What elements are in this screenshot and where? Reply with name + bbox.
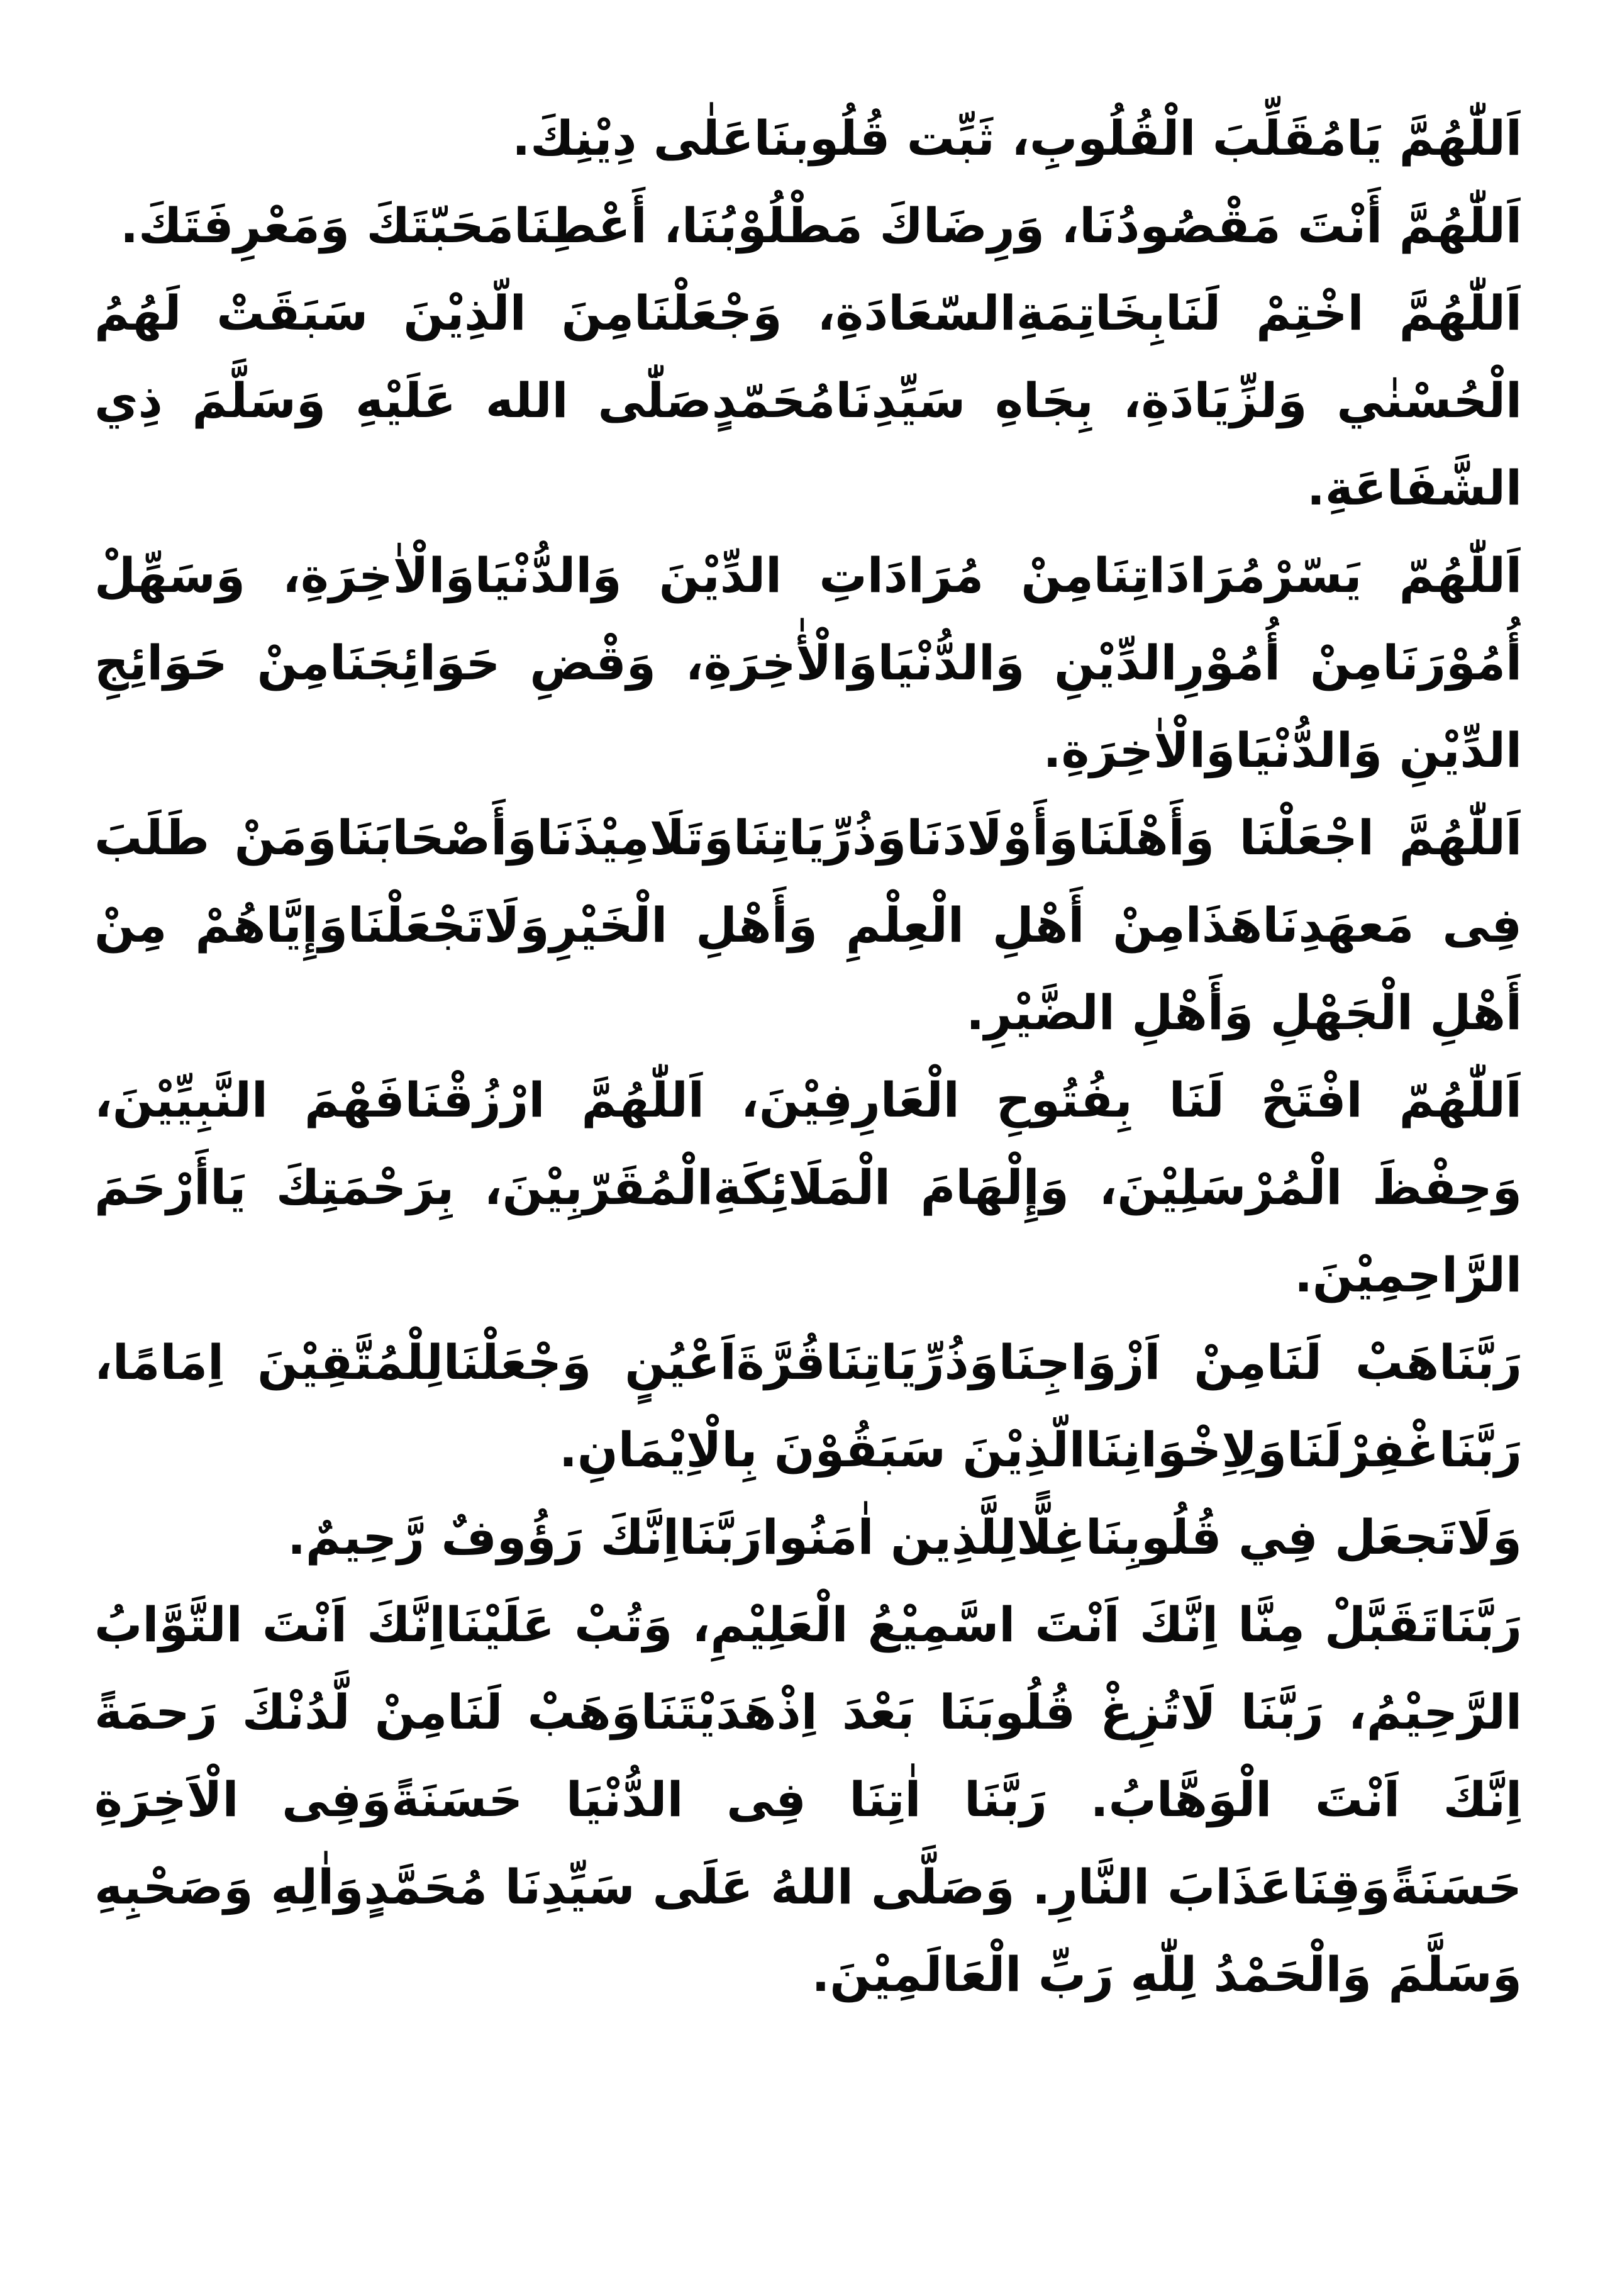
prayer-paragraph: وَلَاتَجعَل فِي قُلُوبِنَاغِلًّالِلَّذِين اٰمَنُوارَبَّنَااِنَّكَ رَؤُوفٌ رَّحِيمٌ. xyxy=(287,1509,1522,1565)
prayer-paragraph: رَبَّنَاهَبْ لَنَامِنْ اَزْوَاجِنَاوَذُرِّيَاتِنَاقُرَّةَاَعْيُنٍ وَجْعَلْنَالِلْمُتَّقِيْنَ اِمَامًا، رَبَّنَاغْفِرْلَنَاوَلِاِخْوَانِنَاالّذِيْنَ سَبَقُوْنَ بِالْاِيْمَانِ. xyxy=(94,1334,1522,1478)
prayer-paragraph: اَللّٰهُمَّ يَامُقَلِّبَ الْقُلُوبِ، ثَبِّت قُلُوبنَاعَلٰى دِيْنِكَ. xyxy=(512,110,1522,166)
prayer-paragraph: اَللّٰهُمَّ أَنْتَ مَقْصُودُنَا، وَرِضَاكَ مَطْلُوْبُنَا، أَعْطِنَامَحَبّتَكَ وَمَعْرِفَتَكَ. xyxy=(120,198,1522,254)
prayer-paragraph: اَللّٰهُمَّ اجْعَلْنَا وَأَهْلَنَاوَأَوْلَادَنَاوَذُرِّيَاتِنَاوَتَلَامِيْذَنَاوَأَصْحَابَنَاوَمَنْ طَلَبَ فِى مَعهَدِنَاهَذَامِنْ أَهْلِ الْعِلْمِ وَأَهْلِ الْخَيْرِوَلَاتَجْعَلْنَاوَإِيَّاهُمْ مِنْ أَهْلِ الْجَهْلِ وَأَهْلِ الضَّيْرِ. xyxy=(94,810,1522,1040)
prayer-paragraph: اَللّٰهُمَّ اخْتِمْ لَنَابِخَاتِمَةِالسّعَادَةِ، وَجْعَلْنَامِنَ الّذِيْنَ سَبَقَتْ لَهُمُ الْحُسْنٰي وَلزِّيَادَةِ، بِجَاهِ سَيِّدِنَامُحَمّدٍصَلّٰى الله عَلَيْهِ وَسَلَّمَ ذِي الشَّفَاعَةِ. xyxy=(94,285,1522,516)
prayer-text-page xyxy=(94,94,1522,2233)
prayer-paragraph: رَبَّنَاتَقَبَّلْ مِنَّا اِنَّكَ اَنْتَ اسَّمِيْعُ الْعَلِيْمِ، وَتُبْ عَلَيْنَااِنَّكَ اَنْتَ التَّوَّابُ الرَّحِيْمُ، رَبَّنَا لَاتُزِغْ قُلُوبَنَا بَعْدَ اِذْهَدَيْتَنَاوَهَبْ لَنَامِنْ لَّدُنْكَ رَحمَةً اِنَّكَ اَنْتَ الْوَهَّابُ. رَبَّنَا اٰتِنَا فِى الدُّنْيَا حَسَنَةًوَفِى الْاَخِرَةِ حَسَنَةًوَقِنَاعَذَابَ النَّارِ. وَصَلَّى اللهُ عَلَى سَيِّدِنَا مُحَمَّدٍوَاٰلِهِ وَصَحْبِهِ وَسَلَّمَ وَالْحَمْدُ لِلّٰهِ رَبِّ الْعَالَمِيْنَ. xyxy=(94,1597,1522,2002)
prayer-paragraph: اَللّٰهُمّ يَسّرْمُرَادَاتِنَامِنْ مُرَادَاتِ الدِّيْنَ وَالدُّنْيَاوَالْاٰخِرَةِ، وَسَهِّلْ أُمُوْرَنَامِنْ أُمُوْرِالدِّيْنِ وَالدُّنْيَاوَالْأٰخِرَةِ، وَقْضِ حَوَائِجَنَامِنْ حَوَائِجِ الدِّيْنِ وَالدُّنْيَاوَالْاٰخِرَةِ. xyxy=(94,547,1522,778)
prayer-paragraph: اَللّٰهُمّ افْتَحْ لَنَا بِفُتُوحِ الْعَارِفِيْنَ، اَللّٰهُمَّ ارْزُقْنَافَهْمَ النَّبِيِّيْنَ، وَحِفْظَ الْمُرْسَلِيْنَ، وَإِلْهَامَ الْمَلَائِكَةِالْمُقَرّبِيْنَ، بِرَحْمَتِكَ يَاأَرْحَمَ الرَّاحِمِيْنَ. xyxy=(94,1072,1522,1303)
